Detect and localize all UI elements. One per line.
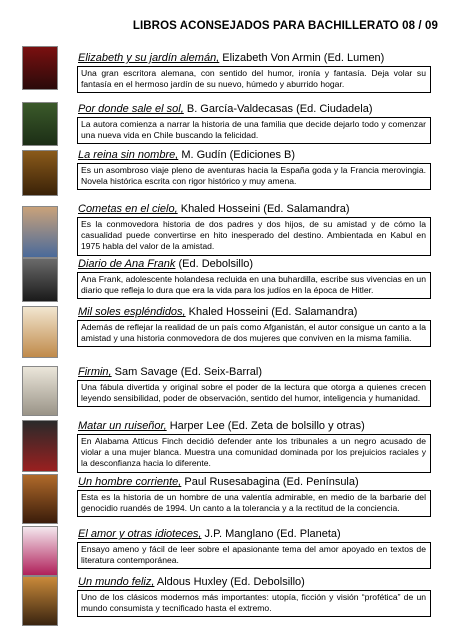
book-title-line <box>77 528 431 541</box>
cover-art <box>23 527 57 575</box>
cover-art <box>23 307 57 357</box>
book-title: Elizabeth y su jardín alemán, <box>78 52 220 64</box>
book-author-publisher: Sam Savage (Ed. Seix-Barral) <box>111 366 262 378</box>
cover-art <box>23 367 57 415</box>
book-cover-6 <box>22 306 58 358</box>
book-cover-10 <box>22 526 58 576</box>
book-title: El amor y otras idioteces, <box>78 528 202 540</box>
book-author-publisher: Aldous Huxley (Ed. Debolsillo) <box>154 576 305 588</box>
book-cover-9 <box>22 474 58 524</box>
book-title-line <box>77 420 431 433</box>
book-title: Matar un ruiseñor, <box>78 420 167 432</box>
book-description: Además de reflejar la realidad de un país como Afganistán, el autor consigue un canto a la amistad y una historia conmovedora de dos mujeres que conviven en la misma familia. <box>77 320 431 347</box>
book-cover-5 <box>22 258 58 302</box>
cover-art <box>23 577 57 625</box>
book-description: Ana Frank, adolescente holandesa recluida en una buhardilla, escribe sus vivencias en un diario que refleja lo dura que era la vida para los judíos en la época de Hitler. <box>77 272 431 299</box>
book-cover-1 <box>22 46 58 90</box>
book-entry-5 <box>77 258 431 299</box>
book-author-publisher: J.P. Manglano (Ed. Planeta) <box>201 528 341 540</box>
book-description: Es un asombroso viaje pleno de aventuras hacia la España goda y la Francia merovingia. Novela histórica escrita con rigor histórico y muy amena. <box>77 163 431 190</box>
book-cover-8 <box>22 420 58 472</box>
book-description: En Alabama Atticus Finch decidió defender ante los tribunales a un negro acusado de violar a una mujer blanca. Muestra una comunidad dominada por los prejuicios raciales y la desconfianza hacia lo diferente. <box>77 434 431 473</box>
book-title-line <box>77 576 431 589</box>
book-author-publisher: Khaled Hosseini (Ed. Salamandra) <box>177 203 350 215</box>
book-entry-4 <box>77 203 431 256</box>
book-title-line <box>77 149 431 162</box>
book-entry-7 <box>77 366 431 407</box>
book-author-publisher: Elizabeth Von Armin (Ed. Lumen) <box>219 52 385 64</box>
book-cover-3 <box>22 150 58 196</box>
page-header: LIBROS ACONSEJADOS PARA BACHILLERATO 08 / 09 <box>132 20 438 32</box>
book-title-line <box>77 476 431 489</box>
book-entry-1 <box>77 52 431 93</box>
book-author-publisher: M. Gudín (Ediciones B) <box>178 149 296 161</box>
cover-art <box>23 151 57 195</box>
book-entry-10 <box>77 528 431 569</box>
book-title: Firmin, <box>78 366 112 378</box>
book-title-line <box>77 103 431 116</box>
book-entry-9 <box>77 476 431 517</box>
book-title-line <box>77 306 431 319</box>
book-description: Ensayo ameno y fácil de leer sobre el apasionante tema del amor apoyado en textos de literatura contemporánea. <box>77 542 431 569</box>
cover-art <box>23 421 57 471</box>
book-entry-11 <box>77 576 431 617</box>
book-cover-11 <box>22 576 58 626</box>
cover-art <box>23 259 57 301</box>
book-cover-2 <box>22 102 58 146</box>
book-entry-6 <box>77 306 431 347</box>
book-title-line <box>77 203 431 216</box>
book-title: Por donde sale el sol, <box>78 103 184 115</box>
book-entry-2 <box>77 103 431 144</box>
book-cover-7 <box>22 366 58 416</box>
book-title: Mil soles espléndidos, <box>78 306 186 318</box>
book-entry-8 <box>77 420 431 473</box>
book-title: Diario de Ana Frank <box>78 258 176 270</box>
book-title-line <box>77 366 431 379</box>
book-description: La autora comienza a narrar la historia de una familia que decide dejarlo todo y comenzar una nueva vida en Chile buscando la felicidad. <box>77 117 431 144</box>
book-description: Una fábula divertida y original sobre el poder de la lectura que otorga a quienes crecen leyendo sensibilidad, poder de observación, sentido del humor, inteligencia y humanidad. <box>77 380 431 407</box>
cover-art <box>23 47 57 89</box>
book-title: Un mundo feliz, <box>78 576 155 588</box>
book-title-line <box>77 52 431 65</box>
book-title: La reina sin nombre, <box>78 149 179 161</box>
book-entry-3 <box>77 149 431 190</box>
book-author-publisher: B. García-Valdecasas (Ed. Ciudadela) <box>183 103 373 115</box>
book-author-publisher: (Ed. Debolsillo) <box>175 258 254 270</box>
book-description: Es la conmovedora historia de dos padres y dos hijos, de su amistad y de cómo la casualidad puede convertirse en hito inesperado del destino. Ambientada en Kabul en 1975 habla del valor de la amistad. <box>77 217 431 256</box>
book-description: Una gran escritora alemana, con sentido del humor, ironía y fantasía. Deja volar su fantasía en el hermoso jardín de su nuevo, húmedo y aburrido hogar. <box>77 66 431 93</box>
cover-art <box>23 103 57 145</box>
book-title-line <box>77 258 431 271</box>
cover-art <box>23 475 57 523</box>
book-title: Cometas en el cielo, <box>78 203 178 215</box>
book-title: Un hombre corriente, <box>78 476 182 488</box>
cover-art <box>23 207 57 257</box>
book-cover-4 <box>22 206 58 258</box>
book-author-publisher: Khaled Hosseini (Ed. Salamandra) <box>185 306 358 318</box>
book-author-publisher: Paul Rusesabagina (Ed. Península) <box>181 476 359 488</box>
book-description: Esta es la historia de un hombre de una valentía admirable, en medio de la barbarie del genocidio ruandés de 1994. Un canto a la tolerancia y a la rectitud de la conciencia. <box>77 490 431 517</box>
book-description: Uno de los clásicos modernos más importantes: utopía, ficción y visión “profética” de un mundo consumista y tecnificado hasta el extremo. <box>77 590 431 617</box>
book-author-publisher: Harper Lee (Ed. Zeta de bolsillo y otras) <box>166 420 365 432</box>
